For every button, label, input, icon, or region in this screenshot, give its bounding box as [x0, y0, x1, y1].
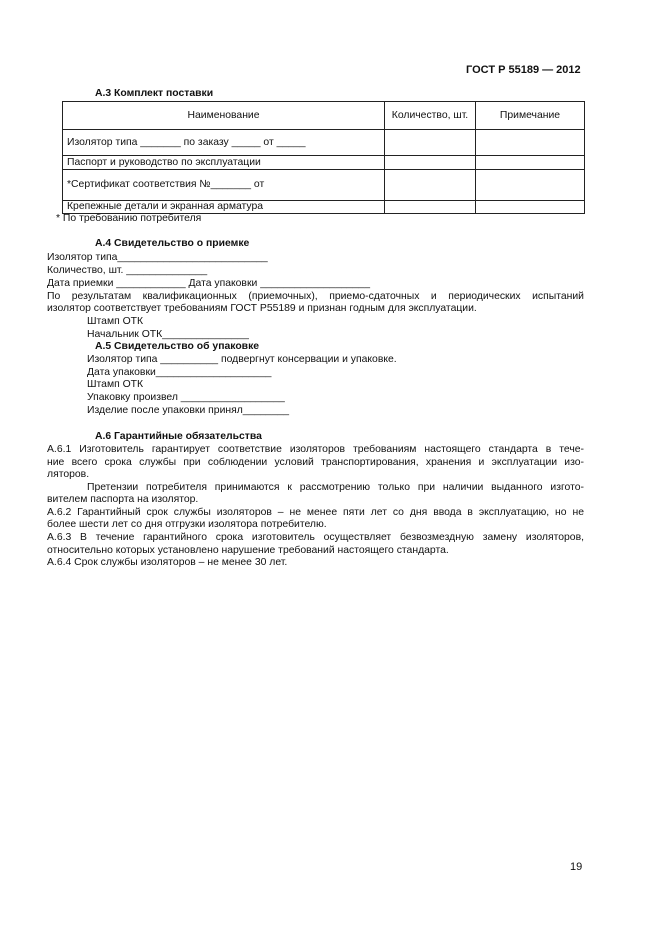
- page-number: 19: [570, 861, 583, 873]
- a4-paragraph-line: изолятор соответствует требованиям ГОСТ Р55189 и признан годным для эксплуатации.: [47, 303, 477, 314]
- table-cell: [385, 201, 476, 214]
- col-header-name: Наименование: [63, 102, 385, 130]
- table-cell: [476, 130, 585, 156]
- a6-line: А.6.2 Гарантийный срок службы изоляторов – не менее пяти лет со дня ввода в эксплуатацию, но не: [47, 507, 584, 518]
- table-header-row: [63, 102, 585, 130]
- table-cell: *Сертификат соответствия №_______ от: [63, 170, 385, 201]
- table-cell: Крепежные детали и экранная арматура: [63, 201, 385, 214]
- table-cell: [385, 170, 476, 201]
- a4-paragraph-line: По результатам квалификационных (приемочных), приемо-сдаточных и периодических испытаний: [47, 291, 584, 302]
- a6-line: Претензии потребителя принимаются к рассмотрению только при наличии выданного изгото-: [87, 482, 584, 493]
- table-row: [63, 170, 585, 201]
- table-row: [63, 201, 585, 214]
- table-row: [63, 156, 585, 170]
- a4-stamp: Штамп ОТК: [87, 316, 144, 327]
- a6-line: относительно которых установлено нарушение требований настоящего стандарта.: [47, 545, 449, 556]
- a6-line: А.6.3 В течение гарантийного срока изготовитель осуществляет безвозмездную замену изоляторов,: [47, 532, 584, 543]
- a5-line: Изделие после упаковки принял________: [87, 405, 290, 416]
- a6-line: более шести лет со дня отгрузки изолятора потребителю.: [47, 519, 327, 530]
- a5-line: Штамп ОТК: [87, 379, 144, 390]
- col-header-quantity: Количество, шт.: [385, 102, 476, 130]
- table-cell: Изолятор типа _______ по заказу _____ от _____: [63, 130, 385, 156]
- a6-line: вителем паспорта на изолятор.: [47, 494, 199, 505]
- a4-line: Дата приемки ____________ Дата упаковки ___________________: [47, 278, 370, 289]
- a5-line: Дата упаковки____________________: [87, 367, 272, 378]
- a6-line: А.6.1 Изготовитель гарантирует соответствие изоляторов требованиям настоящего стандарта в тече-: [47, 444, 584, 455]
- section-a4-heading: А.4 Свидетельство о приемке: [95, 238, 250, 249]
- section-a3-heading: А.3 Комплект поставки: [95, 88, 214, 99]
- table-footnote: * По требованию потребителя: [56, 213, 202, 224]
- a4-line: Изолятор типа__________________________: [47, 252, 268, 263]
- table-cell: [476, 170, 585, 201]
- col-header-note: Примечание: [476, 102, 585, 130]
- a6-line: А.6.4 Срок службы изоляторов – не менее 30 лет.: [47, 557, 288, 568]
- a4-chief: Начальник ОТК_______________: [87, 329, 249, 340]
- section-a5-heading: А.5 Свидетельство об упаковке: [95, 341, 260, 352]
- document-code: ГОСТ Р 55189 — 2012: [466, 64, 581, 76]
- delivery-kit-table: [62, 101, 585, 214]
- table-cell: Паспорт и руководство по эксплуатации: [63, 156, 385, 170]
- a6-line: ляторов.: [47, 469, 90, 480]
- a4-line: Количество, шт. ______________: [47, 265, 208, 276]
- table-cell: [476, 201, 585, 214]
- table-cell: [476, 156, 585, 170]
- a6-line: ние всего срока службы при соблюдении условий транспортирования, хранения и эксплуатации изо-: [47, 457, 584, 468]
- a5-line: Изолятор типа __________ подвергнут консервации и упаковке.: [87, 354, 397, 365]
- a5-line: Упаковку произвел __________________: [87, 392, 285, 403]
- section-a6-heading: А.6 Гарантийные обязательства: [95, 431, 262, 442]
- table-row: [63, 130, 585, 156]
- table-cell: [385, 130, 476, 156]
- table-cell: [385, 156, 476, 170]
